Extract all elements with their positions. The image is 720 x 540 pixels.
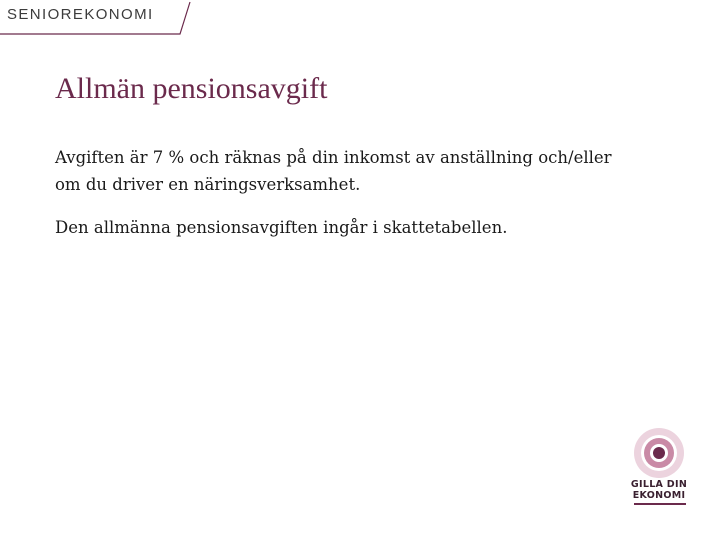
brand-name: SENIOREKONOMI <box>7 6 154 23</box>
logo-line-1: GILLA DIN <box>630 479 688 490</box>
logo-underline <box>634 503 686 505</box>
target-circles-icon <box>630 427 688 479</box>
gilla-din-ekonomi-logo <box>630 427 688 509</box>
slide-title: Allmän pensionsavgift <box>55 72 328 105</box>
body-paragraph: Avgiften är 7 % och räknas på din inkomst av anställning och/eller om du driver en näringsverksamhet. <box>55 148 612 194</box>
logo-wordmark <box>630 479 688 501</box>
logo-line-2: EKONOMI <box>632 490 686 501</box>
slide-body <box>55 144 615 257</box>
body-paragraph: Den allmänna pensionsavgiften ingår i skattetabellen. <box>55 218 508 237</box>
